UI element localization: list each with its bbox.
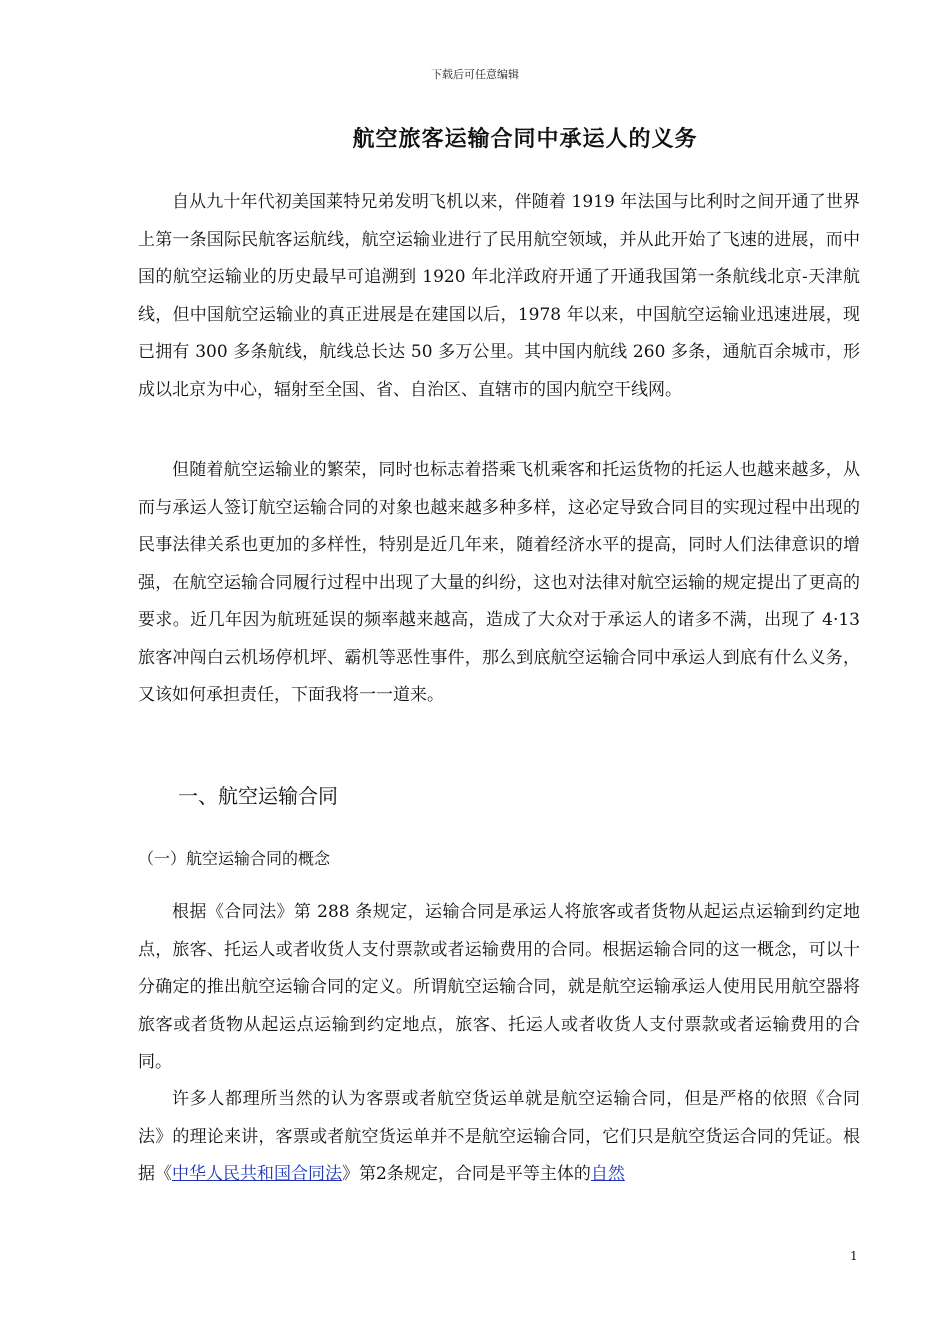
page-number: 1	[850, 1249, 858, 1263]
subsection-heading: （一）航空运输合同的概念	[138, 849, 331, 868]
natural-person-link[interactable]: 自然	[590, 1164, 625, 1184]
definition-paragraph: 根据《合同法》第 288 条规定，运输合同是承运人将旅客或者货物从起运点运输到约定地点，旅客、托运人或者收货人支付票款或者运输费用的合同。根据运输合同的这一概念，可以十分确定的推出航空运输合同的定义。所谓航空运输合同，就是航空运输承运人使用民用航空器将旅客或者货物从起运点运输到约定地点，旅客、托运人或者收货人支付票款或者运输费用的合同。	[138, 902, 860, 1072]
section-heading: 一、航空运输合同	[178, 784, 338, 808]
header-note: 下载后可任意编辑	[431, 68, 519, 81]
contract-voucher-paragraph	[138, 1081, 860, 1194]
intro-paragraph-1: 自从九十年代初美国莱特兄弟发明飞机以来，伴随着 1919 年法国与比利时之间开通了世界上第一条国际民航客运航线，航空运输业进行了民用航空领域，并从此开始了飞速的进展，而中国的航空运输业的历史最早可追溯到 1920 年北洋政府开通了开通我国第一条航线北京-天津航线，但中国航空运输业的真正进展是在建国以后，1978 年以来，中国航空运输业迅速进展，现已拥有 300 多条航线，航线总长达 50 多万公里。其中国内航线 260 多条，通航百余城市，形成以北京为中心，辐射至全国、省、自治区、直辖市的国内航空干线网。	[138, 192, 860, 400]
paragraph-text: 许多人都理所当然的认为客票或者航空货运单就是航空运输合同，但是严格的依照《合同法》的理论来讲，客票或者航空货运单并不是航空运输合同，它们只是航空货运合同的凭证。根据《	[138, 1089, 860, 1184]
paragraph-text: 》第2条规定，合同是平等主体的	[342, 1164, 591, 1184]
contract-law-link[interactable]: 中华人民共和国合同法	[172, 1164, 342, 1184]
document-title: 航空旅客运输合同中承运人的义务	[352, 127, 698, 152]
intro-paragraph-2: 但随着航空运输业的繁荣，同时也标志着搭乘飞机乘客和托运货物的托运人也越来越多，从而与承运人签订航空运输合同的对象也越来越多种多样，这必定导致合同目的实现过程中出现的民事法律关系也更加的多样性，特别是近几年来，随着经济水平的提高，同时人们法律意识的增强，在航空运输合同履行过程中出现了大量的纠纷，这也对法律对航空运输的规定提出了更高的要求。近几年因为航班延误的频率越来越高，造成了大众对于承运人的诸多不满，出现了 4·13 旅客冲闯白云机场停机坪、霸机等恶性事件，那么到底航空运输合同中承运人到底有什么义务，又该如何承担责任，下面我将一一道来。	[138, 460, 860, 705]
